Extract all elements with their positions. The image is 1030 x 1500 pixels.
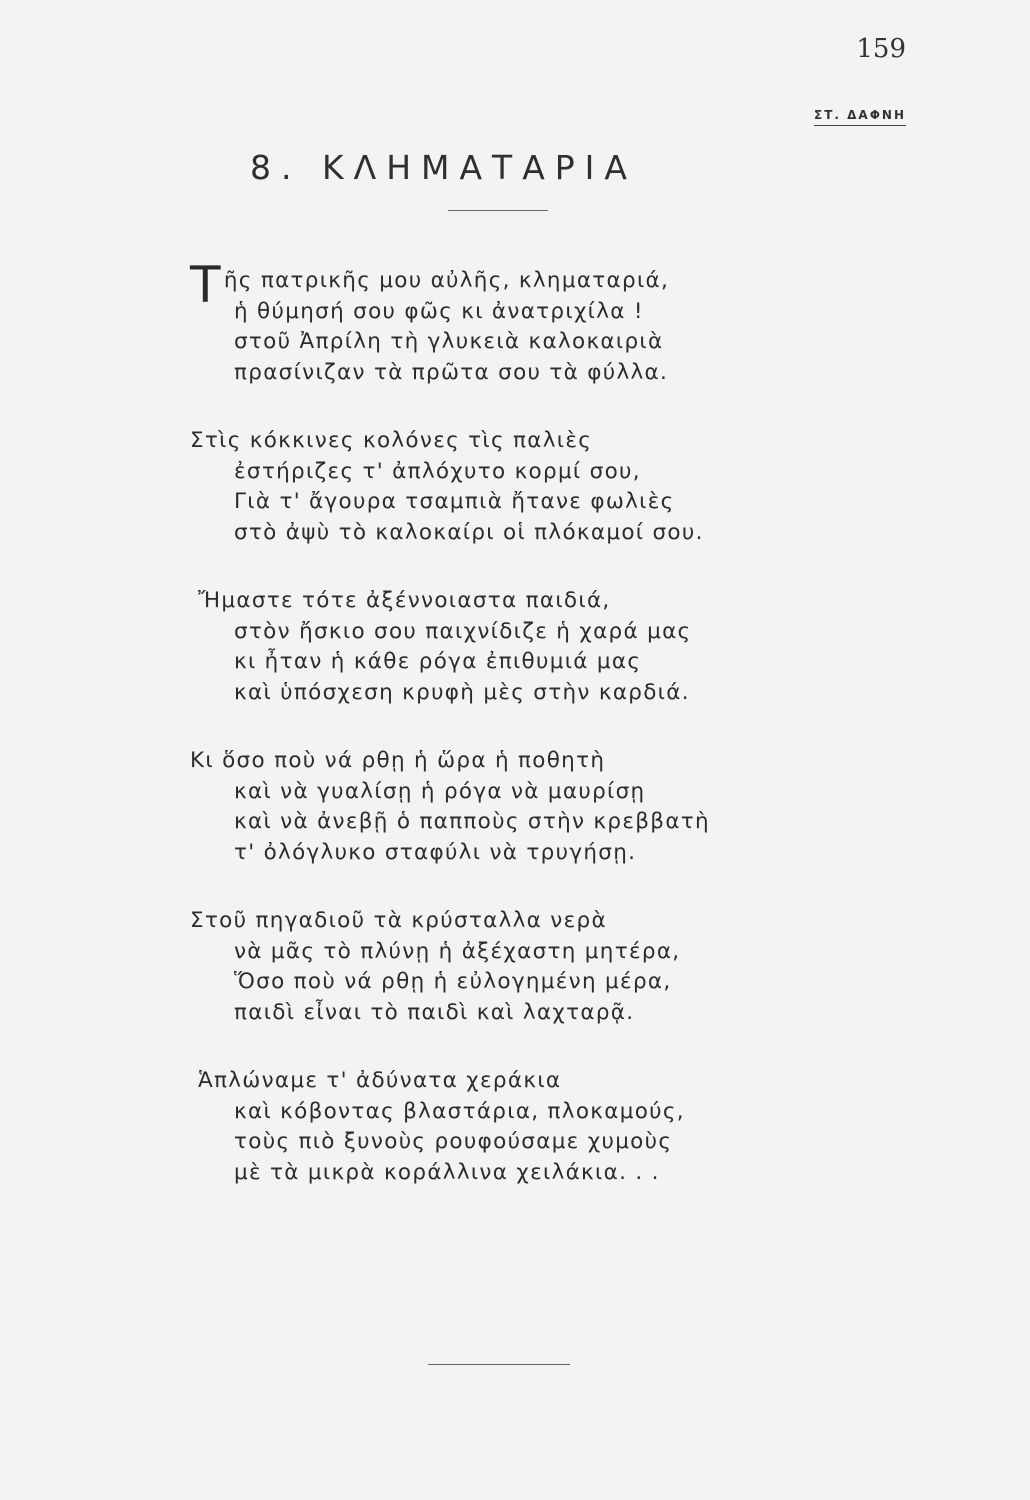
author-name: ΣΤ. ΔΑΦΝΗ — [814, 108, 906, 126]
poem-line: καὶ κόβοντας βλαστάρια, πλοκαμούς, — [234, 1098, 685, 1124]
poem-line: παιδὶ εἶναι τὸ παιδὶ καὶ λαχταρᾷ. — [234, 999, 635, 1025]
poem-line: ῆς πατρικῆς μου αὐλῆς, κληματαριά, — [223, 268, 670, 293]
poem-line: Κι ὅσο ποὺ νά ρθῃ ἡ ὥρα ἡ ποθητὴ — [190, 748, 606, 773]
poem-line: στὸ ἀψὺ τὸ καλοκαίρι οἱ πλόκαμοί σου. — [234, 519, 704, 545]
poem-title: 8. ΚΛΗΜΑΤΑΡΙΑ — [250, 148, 637, 187]
poem-body — [190, 256, 890, 1188]
stanza-5 — [190, 906, 890, 1028]
poem-line: Γιὰ τ' ἄγουρα τσαμπιὰ ἤτανε φωλιὲς — [234, 489, 675, 514]
poem-line: νὰ μᾶς τὸ πλύνῃ ἡ ἀξέχαστη μητέρα, — [234, 938, 681, 964]
poem-line: κι ἦταν ἡ κάθε ρόγα ἐπιθυμιά μας — [234, 649, 642, 674]
poem-line: καὶ ὑπόσχεση κρυφὴ μὲς στὴν καρδιά. — [234, 679, 690, 705]
poem-line: Στοῦ πηγαδιοῦ τὰ κρύσταλλα νερὰ — [190, 908, 607, 933]
drop-cap: Τ — [190, 256, 222, 314]
poem-line: πρασίνιζαν τὰ πρῶτα σου τὰ φύλλα. — [234, 359, 669, 385]
poem-line: μὲ τὰ μικρὰ κοράλλινα χειλάκια. . . — [234, 1159, 660, 1185]
poem-line: ἐστήριζες τ' ἀπλόχυτο κορμί σου, — [234, 458, 641, 484]
stanza-1 — [190, 256, 890, 388]
poem-line: τοὺς πιὸ ξυνοὺς ρουφούσαμε χυμοὺς — [234, 1129, 673, 1154]
poem-line: στοῦ Ἀπρίλη τὴ γλυκειὰ καλοκαιριὰ — [234, 329, 664, 354]
end-divider — [428, 1364, 570, 1365]
stanza-4 — [190, 746, 890, 868]
poem-line: ἡ θύμησή σου φῶς κι ἀνατριχίλα ! — [234, 298, 644, 324]
stanza-2 — [190, 426, 890, 548]
poem-line: τ' ὀλόγλυκο σταφύλι νὰ τρυγήσῃ. — [234, 839, 637, 865]
poem-line: Ἁπλώναμε τ' ἀδύνατα χεράκια — [198, 1068, 562, 1093]
title-divider — [448, 210, 548, 211]
page-number: 159 — [856, 34, 906, 64]
poem-line: Ἤμαστε τότε ἀξέννοιαστα παιδιά, — [198, 588, 611, 613]
poem-line: στὸν ἤσκιο σου παιχνίδιζε ἡ χαρά μας — [234, 618, 692, 644]
poem-line: καὶ νὰ ἀνεβῇ ὁ παπποὺς στὴν κρεββατὴ — [234, 809, 710, 834]
stanza-3 — [190, 586, 890, 708]
stanza-6 — [190, 1066, 890, 1188]
poem-line: Ὅσο ποὺ νά ρθῃ ἡ εὐλογημένη μέρα, — [234, 969, 672, 994]
poem-line: Στὶς κόκκινες κολόνες τὶς παλιὲς — [190, 428, 593, 453]
poem-line: καὶ νὰ γυαλίσῃ ἡ ρόγα νὰ μαυρίσῃ — [234, 778, 646, 804]
